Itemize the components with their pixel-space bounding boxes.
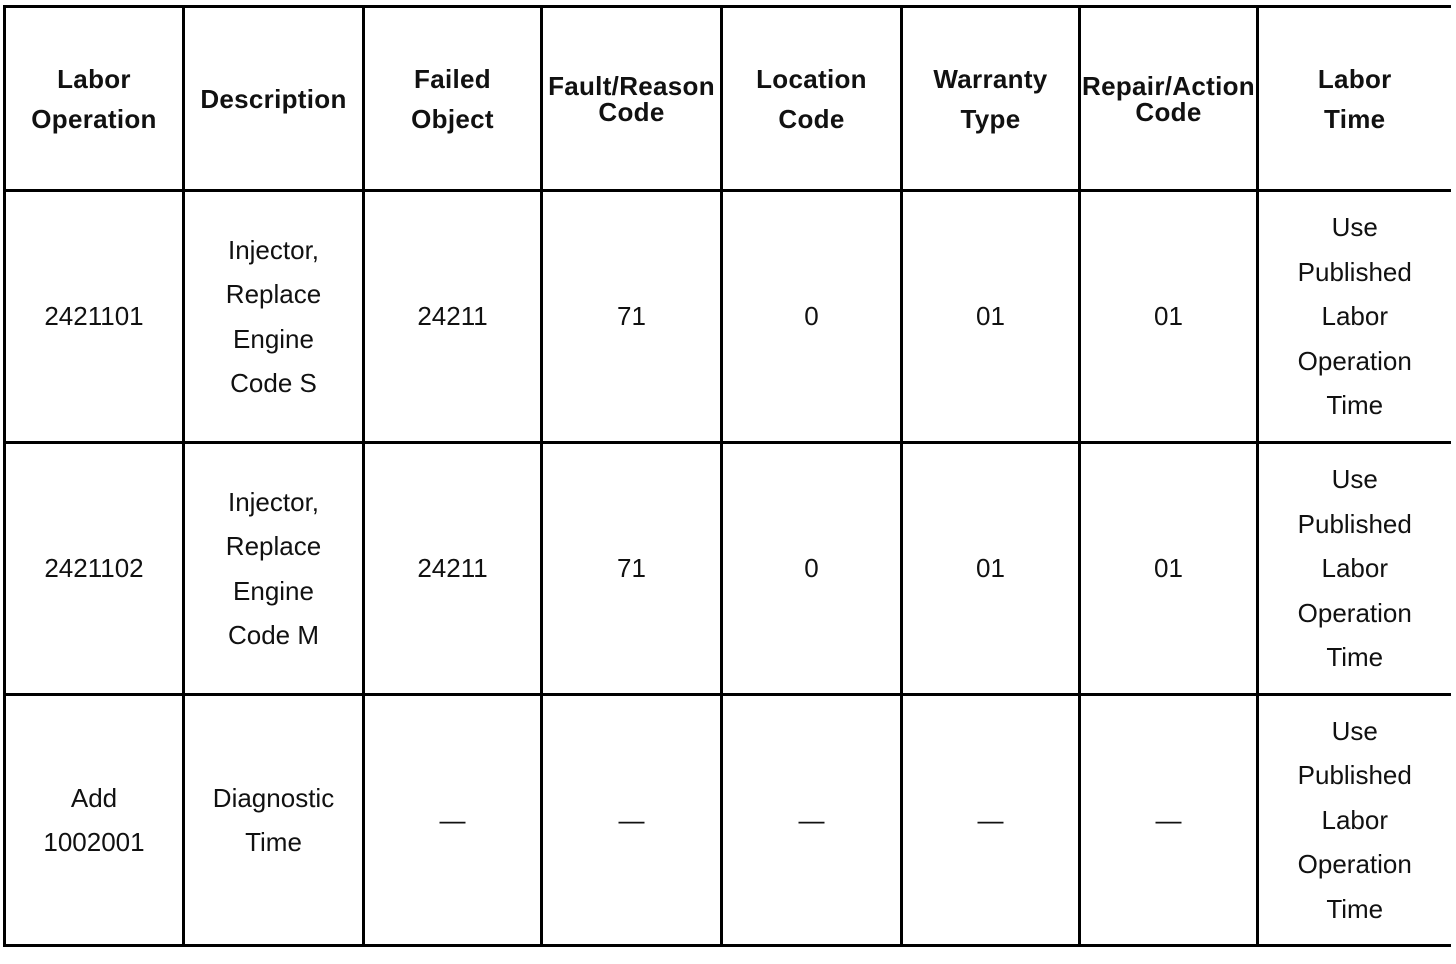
cell-repair-action-code: 01: [1080, 443, 1258, 695]
table-row: [5, 695, 1451, 946]
cell-location-code: 0: [722, 443, 902, 695]
table-row: [5, 191, 1451, 443]
cell-repair-action-code: 01: [1080, 191, 1258, 443]
cell-warranty-type: 01: [902, 191, 1080, 443]
header-fault-reason-code: Fault/Reason Code: [542, 7, 722, 191]
cell-labor-operation: Add 1002001: [5, 695, 184, 946]
header-location-code: Location Code: [722, 7, 902, 191]
cell-description: Injector, Replace Engine Code M: [184, 443, 364, 695]
table-row: [5, 443, 1451, 695]
cell-failed-object: 24211: [364, 191, 542, 443]
header-warranty-type: Warranty Type: [902, 7, 1080, 191]
header-labor-operation: Labor Operation: [5, 7, 184, 191]
header-failed-object: Failed Object: [364, 7, 542, 191]
labor-operations-table: [3, 5, 1451, 947]
cell-labor-time: Use Published Labor Operation Time: [1258, 695, 1451, 946]
cell-warranty-type: —: [902, 695, 1080, 946]
cell-fault-reason-code: 71: [542, 443, 722, 695]
header-description: Description: [184, 7, 364, 191]
labor-operations-table-container: [3, 5, 1451, 947]
cell-description: Diagnostic Time: [184, 695, 364, 946]
cell-labor-operation: 2421101: [5, 191, 184, 443]
cell-failed-object: 24211: [364, 443, 542, 695]
cell-description: Injector, Replace Engine Code S: [184, 191, 364, 443]
cell-location-code: —: [722, 695, 902, 946]
header-repair-action-code: Repair/Action Code: [1080, 7, 1258, 191]
cell-repair-action-code: —: [1080, 695, 1258, 946]
header-row: [5, 7, 1451, 191]
header-labor-time: Labor Time: [1258, 7, 1451, 191]
cell-fault-reason-code: —: [542, 695, 722, 946]
cell-location-code: 0: [722, 191, 902, 443]
cell-failed-object: —: [364, 695, 542, 946]
cell-fault-reason-code: 71: [542, 191, 722, 443]
cell-labor-time: Use Published Labor Operation Time: [1258, 443, 1451, 695]
cell-warranty-type: 01: [902, 443, 1080, 695]
cell-labor-time: Use Published Labor Operation Time: [1258, 191, 1451, 443]
cell-labor-operation: 2421102: [5, 443, 184, 695]
